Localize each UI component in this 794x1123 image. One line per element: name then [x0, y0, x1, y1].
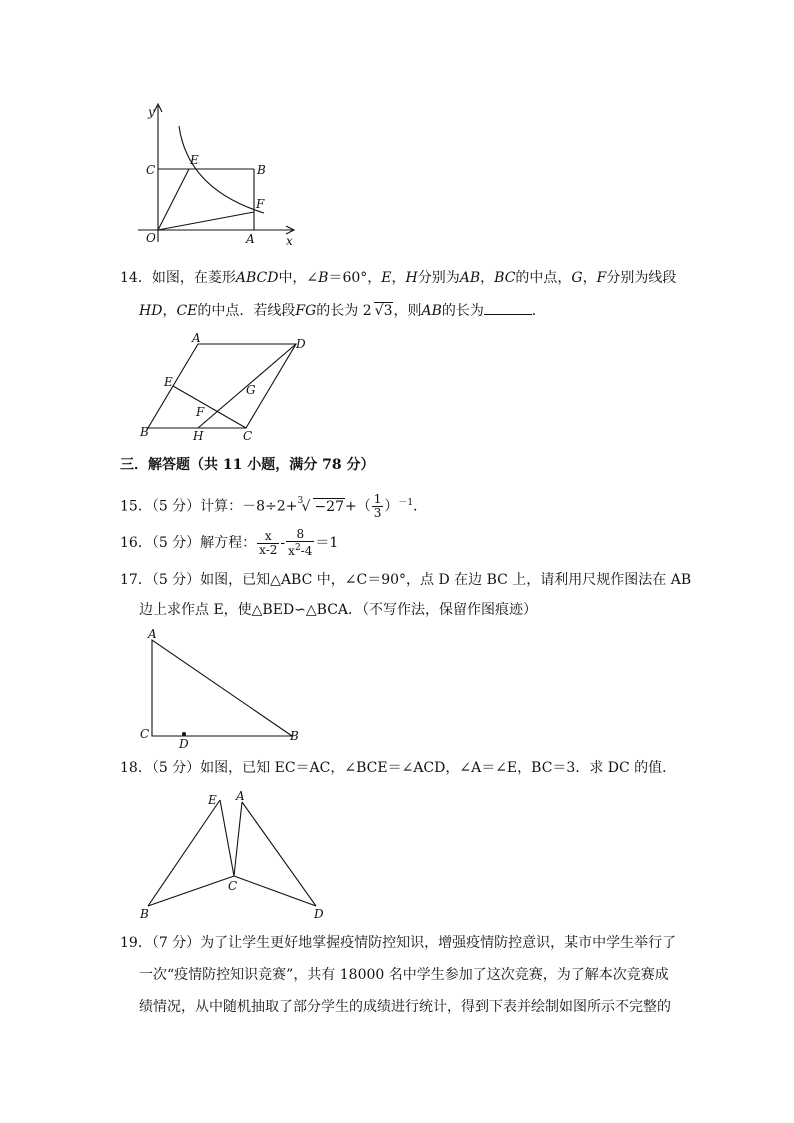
label-F: F — [256, 197, 265, 211]
triangle-ABC — [152, 640, 292, 736]
label-B: B — [290, 729, 299, 743]
label-A: A — [192, 332, 201, 345]
sqrt-3: √3 — [374, 303, 393, 319]
label-G: G — [246, 383, 256, 397]
segment-CE — [173, 386, 246, 428]
q14-line1: 14．如图，在菱形ABCD中，∠B＝60°，E，H分别为AB，BC的中点，G，F分别为线段 — [120, 270, 677, 286]
answer-blank — [484, 300, 532, 315]
q17-line2: 边上求作点 E，使△BED∽△BCA．（不写作法，保留作图痕迹） — [139, 602, 538, 618]
figure-q18 — [136, 786, 336, 922]
q19-line2: 一次“疫情防控知识竞赛”，共有 18000 名中学生参加了这次竞赛，为了解本次竞赛成 — [139, 967, 669, 983]
segment-BC — [148, 876, 234, 906]
q18: 18．（5 分）如图，已知 EC＝AC，∠BCE＝∠ACD，∠A＝∠E，BC＝3．求 DC 的值． — [120, 760, 677, 776]
point-D — [182, 732, 186, 736]
q16: 16．（5 分）解方程： $\frac{x}{x-2}$ - $\frac{8}{x^2-4}$ ＝1 — [120, 527, 339, 558]
segment-OF — [158, 212, 254, 230]
q19-line3: 绩情况，从中随机抽取了部分学生的成绩进行统计，得到下表并绘制如图所示不完整的 — [139, 999, 671, 1015]
label-C: C — [228, 879, 238, 893]
label-y: y — [148, 105, 155, 119]
label-D: D — [179, 737, 189, 750]
label-A: A — [148, 627, 157, 641]
label-B: B — [140, 907, 149, 921]
figure-q13 — [136, 100, 306, 250]
label-B: B — [257, 163, 266, 177]
label-D: D — [296, 337, 306, 351]
fraction-x-over-x-2: $\frac{x}{x-2}$ — [259, 528, 278, 557]
label-A: A — [236, 789, 245, 803]
q19-line1: 19．（7 分）为了让学生更好地掌握疫情防控知识，增强疫情防控意识，某市中学生举行了 — [120, 935, 677, 951]
q15: 15．（5 分）计算：－8÷2+ 3 √ −27+（ $\frac{1}{3}$ ）$^{-1}$． — [120, 492, 428, 521]
label-C: C — [146, 163, 156, 177]
label-C: C — [140, 727, 150, 741]
label-E: E — [164, 375, 173, 389]
label-E: E — [190, 153, 199, 167]
segment-AC — [234, 802, 242, 876]
label-O: O — [146, 231, 156, 245]
figure-q17 — [136, 626, 316, 750]
label-B: B — [140, 425, 149, 439]
label-x: x — [286, 234, 293, 248]
label-H: H — [193, 429, 204, 443]
segment-AD — [242, 802, 316, 906]
q17-line1: 17．（5 分）如图，已知△ABC 中，∠C＝90°，点 D 在边 BC 上，请利用尺规作图法在 AB — [120, 572, 692, 588]
label-C: C — [243, 429, 253, 443]
label-E: E — [208, 793, 217, 807]
fraction-8-over-x2-4: $\frac{8}{x^2-4}$ — [288, 527, 313, 558]
fraction-1-3: $\frac{1}{3}$ — [373, 492, 382, 521]
label-D: D — [314, 907, 324, 921]
segment-EC — [220, 800, 234, 876]
section-title: 三．解答题（共 11 小题，满分 78 分） — [120, 457, 375, 473]
label-A: A — [246, 232, 255, 246]
q14-line2: HD，CE的中点．若线段FG的长为 2 √3，则AB的长为 ． — [139, 300, 546, 321]
figure-q14 — [136, 332, 316, 444]
label-F: F — [196, 405, 205, 419]
segment-OE — [158, 169, 189, 230]
cube-root: 3 √ −27 — [297, 495, 344, 515]
segment-CD — [234, 876, 316, 906]
segment-BE — [148, 800, 220, 906]
